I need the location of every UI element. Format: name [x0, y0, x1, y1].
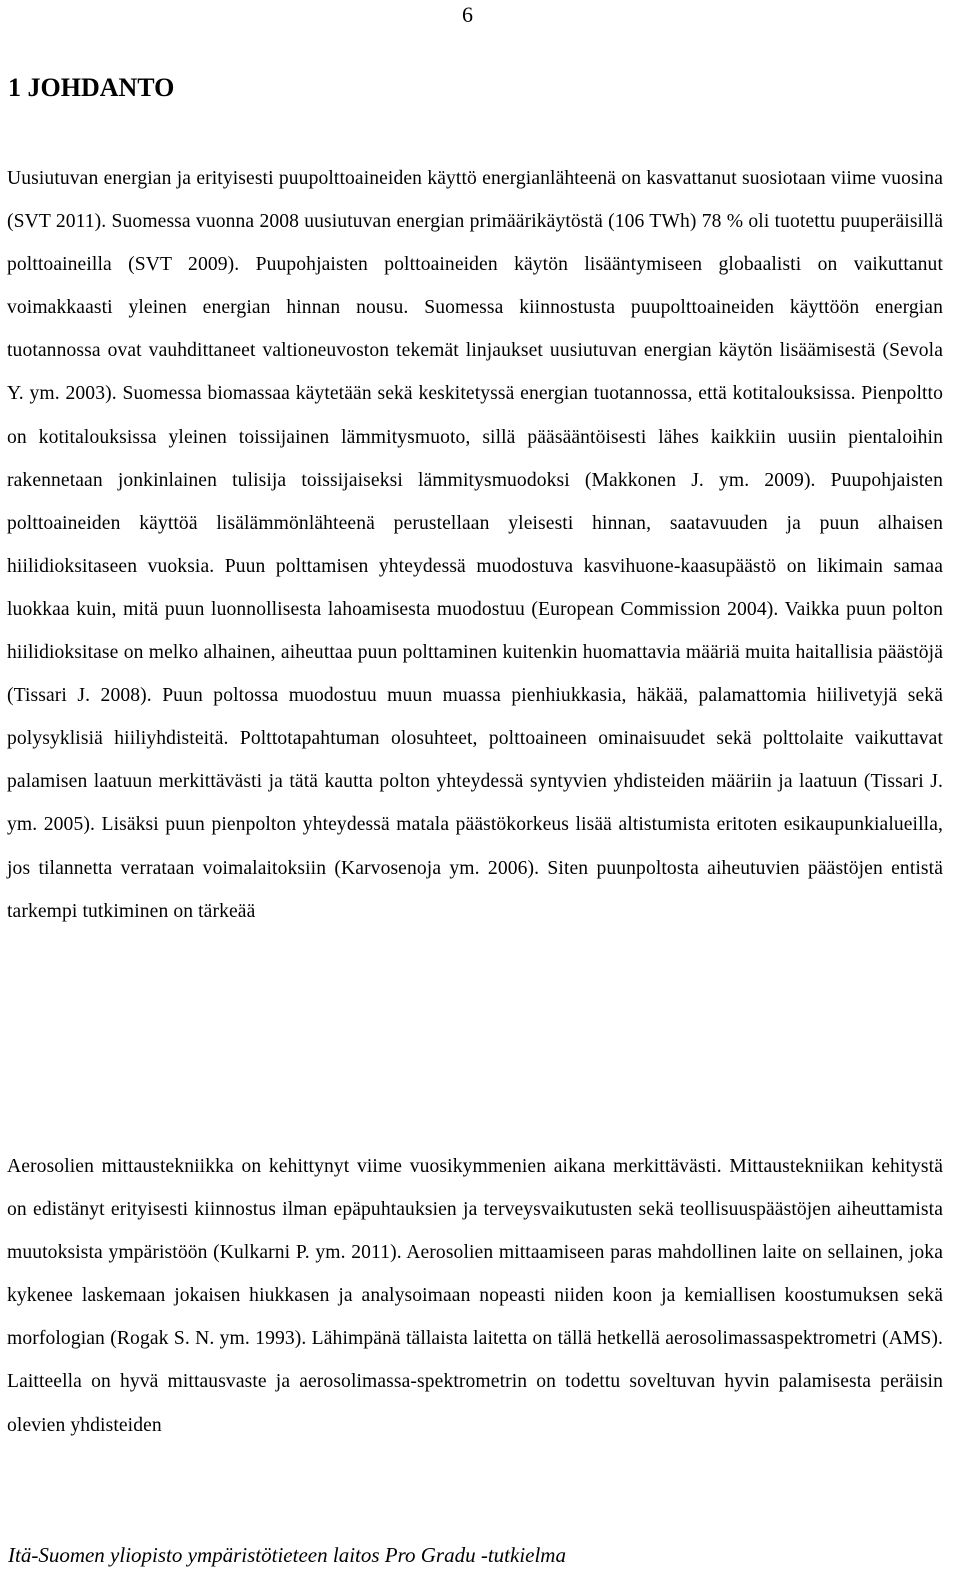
chapter-heading: 1 JOHDANTO — [8, 73, 175, 102]
body-paragraph: Uusiutuvan energian ja erityisesti puupolttoaineiden käyttö energianlähteenä on kasvattanut suosiotaan viime vuosina (SVT 2011). Suomessa vuonna 2008 uusiutuvan energian primäärikäytöstä (106 TWh) 78 % oli tuotettu puuperäisillä polttoaineilla (SVT 2009). Puupohjaisten polttoaineiden käytön lisääntymiseen globaalisti on vaikuttanut voimakkaasti yleinen energian hinnan nousu. Suomessa kiinnostusta puupolttoaineiden käyttöön energian tuotannossa ovat vauhdittaneet valtioneuvoston tekemät linjaukset uusiutuvan energian käytön lisäämisestä (Sevola Y. ym. 2003). Suomessa biomassaa käytetään sekä keskitetyssä energian tuotannossa, että kotitalouksissa. Pienpoltto on kotitalouksissa yleinen toissijainen lämmitysmuoto, sillä pääsääntöisesti lähes kaikkiin uusiin pientaloihin rakennetaan jonkinlainen tulisija toissijaiseksi lämmitysmuodoksi (Makkonen J. ym. 2009). Puupohjaisten polttoaineiden käyttöä lisälämmönlähteenä perustellaan yleisesti hinnan, saatavuuden ja puun alhaisen hiilidioksitaseen vuoksia. Puun polttamisen yhteydessä muodostuva kasvihuone-kaasupäästö on likimain samaa luokkaa kuin, mitä puun luonnollisesta lahoamisesta muodostuu (European Commission 2004). Vaikka puun polton hiilidioksitase on melko alhainen, aiheuttaa puun polttaminen kuitenkin huomattavia määriä muita haitallisia päästöjä (Tissari J. 2008). Puun poltossa muodostuu muun muassa pienhiukkasia, häkää, palamattomia hiilivetyjä sekä polysyklisiä hiiliyhdisteitä. Polttotapahtuman olosuhteet, polttoaineen ominaisuudet sekä polttolaite vaikuttavat palamisen laatuun merkittävästi ja tätä kautta polton yhteydessä syntyvien yhdisteiden määriin ja laatuun (Tissari J. ym. 2005). Lisäksi puun pienpolton yhteydessä matala päästökorkeus lisää altistumista eritoten esikaupunkialueilla, jos tilannetta verrataan voimalaitoksiin (Karvosenoja ym. 2006). Siten puunpoltosta aiheutuvien päästöjen entistä tarkempi tutkiminen on tärkeää — [7, 168, 943, 922]
page-footer: Itä-Suomen yliopisto ympäristötieteen laitos Pro Gradu -tutkielma — [8, 1543, 566, 1567]
page-number: 6 — [462, 2, 473, 27]
body-paragraph: Aerosolien mittaustekniikka on kehittynyt viime vuosikymmenien aikana merkittävästi. Mittaustekniikan kehitystä on edistänyt erityisesti kiinnostus ilman epäpuhtauksien ja terveysvaikutusten sekä teollisuuspäästöjen aiheuttamista muutoksista ympäristöön (Kulkarni P. ym. 2011). Aerosolien mittaamiseen paras mahdollinen laite on sellainen, joka kykenee laskemaan jokaisen hiukkasen ja analysoimaan nopeasti niiden koon ja kemiallisen koostumuksen sekä morfologian (Rogak S. N. ym. 1993). Lähimpänä tällaista laitetta on tällä hetkellä aerosolimassaspektrometri (AMS). Laitteella on hyvä mittausvaste ja aerosolimassa-spektrometrin on todettu soveltuvan hyvin palamisesta peräisin olevien yhdisteiden — [7, 1156, 943, 1436]
